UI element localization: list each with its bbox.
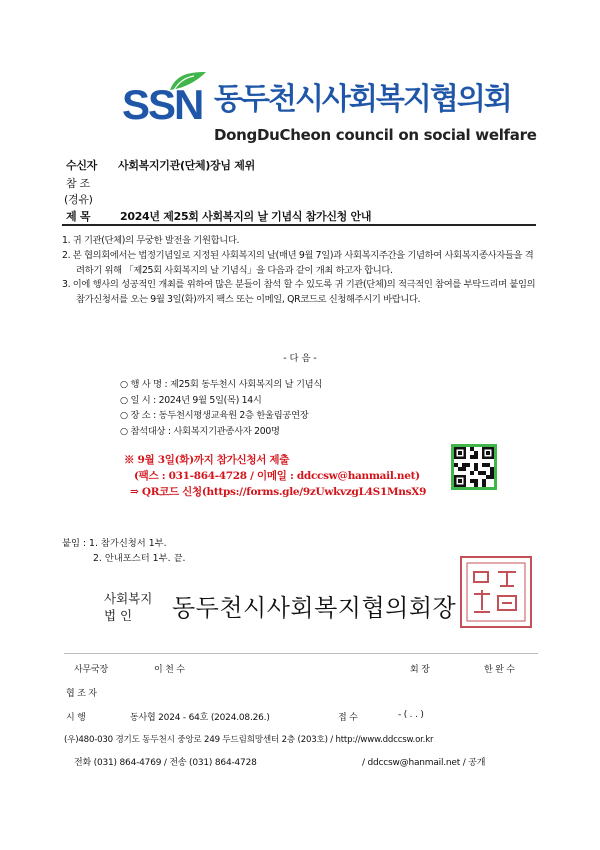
bullet: ○: [120, 379, 128, 390]
receive-label: 접 수: [338, 713, 358, 723]
event-details: [120, 377, 322, 439]
attachments: [62, 536, 185, 566]
body-item-3: 3. 이에 행사의 성공적인 개최를 위하여 많은 분들이 참석 할 수 있도록 귀 기관(단체)의 적극적인 참여를 부탁드리며 붙임의 참가신청서를 오는 9월 3일(화)까지 팩스 또는 이메일, QR코드로 신청해주시기 바랍니다.: [62, 279, 536, 306]
detail-label: 장 소 :: [130, 410, 156, 421]
detail-value: 2024년 9월 5일(목) 14시: [158, 394, 262, 406]
attachment-item-1: 1. 참가신청서 1부.: [89, 538, 167, 549]
body-item-1: 1. 귀 기관(단체)의 무궁한 발전을 기원합니다.: [62, 235, 240, 246]
body-text: [62, 234, 540, 308]
signature-kind-1: 사회복지: [104, 591, 153, 606]
exec-value: 동사협 2024 - 64호 (2024.08.26.): [130, 713, 270, 723]
subject: 2024년 제25회 사회복지의 날 기념식 참가신청 안내: [120, 210, 372, 223]
chair-label: 회 장: [410, 665, 430, 675]
attachment-item-2: 2. 안내포스터 1부. 끝.: [93, 553, 186, 564]
recipient-label: 수신자: [66, 159, 97, 172]
bullet: ○: [120, 425, 128, 437]
secretary-label: 사무국장: [74, 665, 108, 675]
detail-value: 사회복지기관종사자 200명: [173, 425, 280, 437]
secretary-name: 이 천 수: [154, 665, 185, 675]
notice-line-2: (팩스 : 031-864-4728 / 이메일 : ddccsw@hanmail.net): [134, 470, 420, 482]
qr-code-icon[interactable]: [451, 444, 497, 490]
subject-label: 제 목: [66, 210, 91, 223]
notice-line-1: ※ 9월 3일(화)까지 참가신청서 제출: [124, 454, 290, 466]
detail-row: [120, 377, 322, 393]
detail-value: 동두천시평생교육원 2층 한울림공연장: [158, 410, 309, 421]
detail-row: [120, 408, 322, 424]
attachments-label: 붙임 :: [62, 538, 87, 549]
reference-label: 참 조: [66, 177, 90, 190]
signature-name: 동두천시사회복지협의회장: [172, 594, 457, 622]
footer-divider: [64, 653, 538, 654]
detail-value: 제25회 동두천시 사회복지의 날 기념식: [169, 379, 323, 390]
official-seal-icon: [460, 556, 532, 628]
via-label: (경유): [64, 193, 93, 206]
detail-label: 일 시 :: [130, 394, 156, 406]
email-line[interactable]: / ddccsw@hanmail.net / 공개: [362, 758, 486, 768]
section-heading: - 다 음 -: [283, 353, 317, 364]
receive-value: - ( . . ): [398, 710, 424, 720]
address: (우)480-030 경기도 동두천시 중앙로 249 두드림희망센터 2층 (203호) / http://www.ddccsw.or.kr: [64, 735, 434, 745]
detail-row: [120, 393, 322, 409]
coop-label: 협 조 자: [66, 689, 97, 699]
logo-name-en: DongDuCheon council on social welfare: [214, 126, 537, 144]
chair-name: 한 완 수: [484, 665, 515, 675]
notice-line-3[interactable]: ⇒ QR코드 신청(https://forms.gle/9zUwkvzgL4S1MnsX9: [130, 486, 427, 498]
signature-kind-2: 법 인: [104, 608, 133, 623]
bullet: ○: [120, 410, 128, 421]
detail-label: 참석대상 :: [130, 425, 171, 437]
detail-row: [120, 424, 322, 440]
logo-ssn: SSN: [122, 81, 203, 128]
header-divider: [62, 224, 536, 226]
bullet: ○: [120, 394, 128, 406]
recipient: 사회복지기관(단체)장님 제위: [118, 159, 255, 172]
exec-label: 시 행: [66, 713, 86, 723]
body-item-2: 2. 본 협의회에서는 법정기념일로 지정된 사회복지의 날(매년 9월 7일)과 사회복지주간을 기념하여 사회복지종사자들을 격려하기 위해 「제25회 사회복지의 날 기념식」을 다음과 같이 개최 하고자 합니다.: [62, 249, 534, 276]
detail-label: 행 사 명 :: [130, 379, 168, 390]
phone-fax: 전화 (031) 864-4769 / 전송 (031) 864-4728: [74, 758, 257, 768]
logo-name-kr: 동두천시사회복지협의회: [214, 82, 511, 117]
